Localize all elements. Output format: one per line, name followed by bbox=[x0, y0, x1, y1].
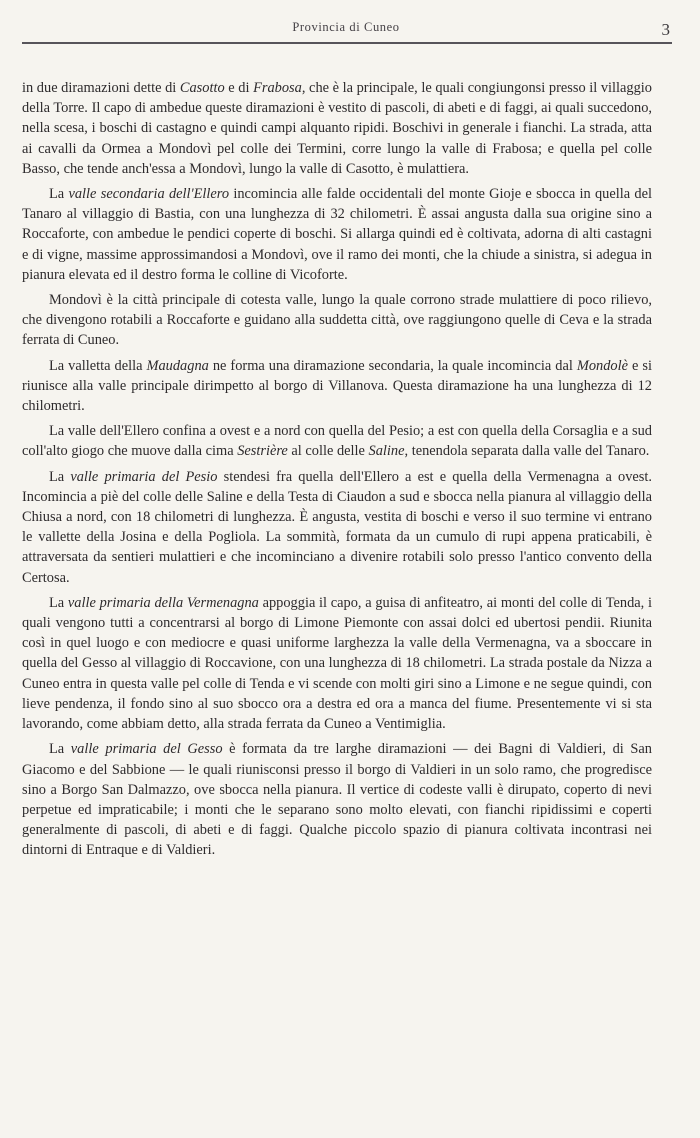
text-run: La bbox=[49, 186, 69, 203]
body-text bbox=[22, 78, 652, 861]
text-run: , che è la principale, le quali congiungonsi presso il villaggio della Torre. Il capo di ambedue queste diramazioni è vestito di pascoli, di abeti e di faggi, ai quali succedono, nella scesa, i boschi di castagno e quindi campi alquanto ripidi. Boschivi in generale i fianchi. La strada, atta ai cavalli da Ormea a Mondovì pel colle dei Termini, corre lungo la valle di Frabosa; e quella pel colle Basso, che tende anch'essa a Mondovì, lungo la valle di Casotto, è mulattiera. bbox=[22, 80, 653, 177]
page-header bbox=[22, 18, 670, 44]
text-run: e di bbox=[224, 80, 254, 96]
header-rule bbox=[22, 42, 672, 44]
italic-term: valle primaria del Gesso bbox=[70, 741, 223, 758]
text-run: La bbox=[49, 594, 68, 611]
italic-term: Casotto bbox=[179, 80, 225, 96]
paragraph bbox=[22, 78, 652, 179]
text-run: La bbox=[49, 741, 71, 758]
text-run: appoggia il capo, a guisa di anfiteatro, ai monti del colle di Tenda, i quali vengono tutti a concentrarsi al borgo di Limone Piemonte con assai dolci ed ubertosi pendii. Riunita così in quel luogo e con mediocre e quasi uniforme larghezza la valle della Vermenagna, va a sboccare in quella del Gesso al villaggio di Roccavione, con una lunghezza di 18 chilometri. La strada postale da Nizza a Cuneo entra in questa valle pel colle di Tenda e vi scende con molti giri sino a Limone e ne segue quindi, con lieve pendenza, il fondo sino al suo sbocco ora a destra ed ora a manca del fiume. Presentemente vi si sta lavorando, come abbiam detto, alla strada ferrata da Cuneo a Ventimiglia. bbox=[22, 594, 652, 733]
text-run: La bbox=[49, 468, 71, 485]
text-run: è formata da tre larghe diramazioni — dei Bagni di Valdieri, di San Giacomo e del Sabbione — le quali riunisconsi presso il borgo di Valdieri in un solo ramo, che progredisce sino a Borgo San Dalmazzo, ove sbocca nella pianura. Il vertice di codeste valli è dirupato, coperto di nevi perpetue ed impraticabile; i monti che le separano sono molto elevati, con fianchi ripidissimi e coperti generalmente di pascoli, di abeti e di faggi. Qualche piccolo spazio di pianura coltivata incontrasi nei dintorni di Entraque e di Valdieri. bbox=[22, 741, 652, 859]
italic-term: valle primaria della Vermenagna bbox=[67, 594, 259, 611]
text-run: al colle delle bbox=[287, 443, 369, 460]
text-run: in due diramazioni dette di bbox=[22, 80, 180, 96]
text-run: La valletta della bbox=[49, 357, 147, 374]
text-run: ne forma una diramazione secondaria, la quale incomincia dal bbox=[208, 357, 577, 374]
page-number: 3 bbox=[661, 20, 670, 39]
text-run: La valle dell'Ellero confina a ovest e a nord con quella del Pesio; a est con quella della Corsaglia e a sud coll'alto giogo che muove dalla cima bbox=[22, 423, 652, 460]
italic-term: Saline bbox=[368, 443, 405, 460]
italic-term: Frabosa bbox=[253, 80, 302, 96]
paragraph bbox=[22, 467, 652, 588]
paragraph bbox=[22, 184, 652, 285]
running-head: Provincia di Cuneo bbox=[292, 20, 400, 34]
text-run: incomincia alle falde occidentali del monte Gioje e sbocca in quella del Tanaro al villaggio di Bastia, con una lunghezza di 32 chilometri. È assai angusta dalla sua origine sino a Roccaforte, con ambedue le pendici coperte di boschi. Si allarga quindi ed è coltivata, adorna di alti castagni e di vigne, massime approssimandosi a Mondovì, ove il ramo dei monti, che la chiude a sinistra, si adegua in pianura elevata ed il destro forma le colline di Vicoforte. bbox=[22, 186, 653, 283]
text-run: Mondovì è la città principale di cotesta valle, lungo la quale corrono strade mulattiere di poco rilievo, che divengono rotabili a Roccaforte e guidano alla suddetta città, ove raggiungono quelle di Ceva e la strada ferrata di Cuneo. bbox=[22, 292, 652, 349]
italic-term: valle secondaria dell'Ellero bbox=[68, 186, 230, 203]
paragraph bbox=[22, 421, 652, 461]
text-run: stendesi fra quella dell'Ellero a est e quella della Vermenagna a ovest. Incomincia a piè del colle delle Saline e della Testa di Ciaudon a sud e sbocca nella pianura al villaggio della Chiusa a nord, con 18 chilometri di lunghezza. È angusta, vestita di boschi e verso il suo termine vi entrano le vallette della Josina e della Pogliola. La sommità, formata da un cumulo di rupi appena praticabili, è attraversata da sentieri mulattieri e che incominciano a divenire rotabili solo presso l'antico convento della Certosa. bbox=[22, 468, 652, 586]
paragraph bbox=[22, 290, 652, 351]
italic-term: Mondolè bbox=[576, 357, 628, 374]
text-run: , tenendola separata dalla valle del Tanaro. bbox=[404, 443, 650, 460]
paragraph bbox=[22, 593, 652, 734]
paragraph bbox=[22, 739, 652, 860]
italic-term: valle primaria del Pesio bbox=[70, 468, 218, 485]
paragraph bbox=[22, 356, 652, 417]
text-run: e si riunisce alla valle principale dirimpetto al borgo di Villanova. Questa diramazione ha una lunghezza di 12 chilometri. bbox=[22, 357, 652, 415]
italic-term: Sestrière bbox=[237, 443, 288, 460]
italic-term: Maudagna bbox=[146, 357, 209, 374]
